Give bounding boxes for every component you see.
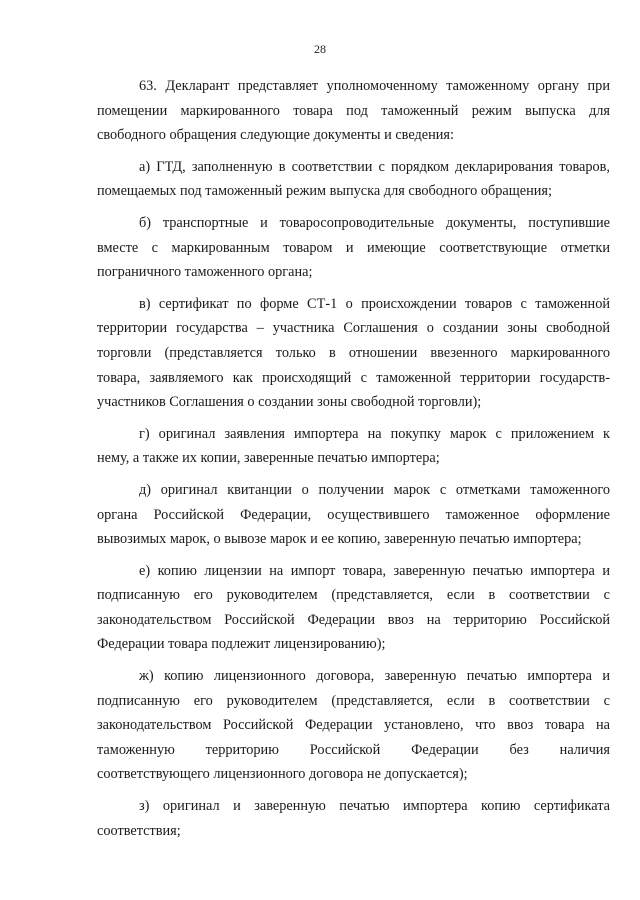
text-line: законодательством Российской Федерации ввоз на территорию Российской [97,611,610,628]
text-line: нему, а также их копии, заверенные печатью импортера; [97,450,440,467]
list-item-d [97,478,610,552]
text-line: подписанную его руководителем (представляется, если в соответствии с [97,692,610,709]
paragraph-63-intro [97,74,610,148]
list-item-b [97,211,610,285]
text-line: участников Соглашения о создании зоны свободной торговли); [97,394,482,411]
list-item-v [97,292,610,415]
text-line: ж) копию лицензионного договора, заверенную печатью импортера и [139,668,610,685]
list-item-e [97,559,610,657]
text-line: г) оригинал заявления импортера на покупку марок с приложением к [139,425,610,442]
text-line: помещаемых под таможенный режим выпуска для свободного обращения; [97,183,552,200]
text-line: помещении маркированного товара под таможенный режим выпуска для [97,102,610,119]
text-line: свободного обращения следующие документы и сведения: [97,127,454,144]
text-line: органа Российской Федерации, осуществившего таможенное оформление [97,506,610,523]
text-line: таможенную территорию Российской Федерации без наличия [97,741,610,758]
text-line: соответствия; [97,822,181,839]
text-line: вывозимых марок, о вывозе марок и ее копию, заверенную печатью импортера; [97,531,582,548]
list-item-a [97,155,610,204]
text-line: 63. Декларант представляет уполномоченному таможенному органу при [139,78,610,94]
text-line: з) оригинал и заверенную печатью импортера копию сертификата [139,798,610,815]
text-line: соответствующего лицензионного договора не допускается); [97,766,468,783]
page-number: 28 [314,42,326,56]
text-line: а) ГТД, заполненную в соответствии с порядком декларирования товаров, [139,158,610,175]
text-line: е) копию лицензии на импорт товара, заверенную печатью импортера и [139,562,610,579]
text-line: подписанную его руководителем (представляется, если в соответствии с [97,587,610,604]
text-line: территории государства – участника Соглашения о создании зоны свободной [97,320,610,337]
document-body [97,74,610,843]
text-line: пограничного таможенного органа; [97,264,313,281]
text-line: товара, заявляемого как происходящий с таможенной территории государств- [97,369,610,386]
text-line: д) оригинал квитанции о получении марок с отметками таможенного [139,481,610,498]
list-item-g [97,422,610,471]
text-line: Федерации товара подлежит лицензированию); [97,636,386,653]
list-item-zh [97,664,610,787]
text-line: в) сертификат по форме СТ-1 о происхождении товаров с таможенной [139,295,610,312]
text-line: б) транспортные и товаросопроводительные документы, поступившие [139,214,610,231]
text-line: вместе с маркированным товаром и имеющие соответствующие отметки [97,239,610,256]
list-item-z [97,794,610,843]
text-line: законодательством Российской Федерации установлено, что ввоз товара на [97,717,610,734]
text-line: торговли (представляется только в отношении ввезенного маркированного [97,344,610,361]
